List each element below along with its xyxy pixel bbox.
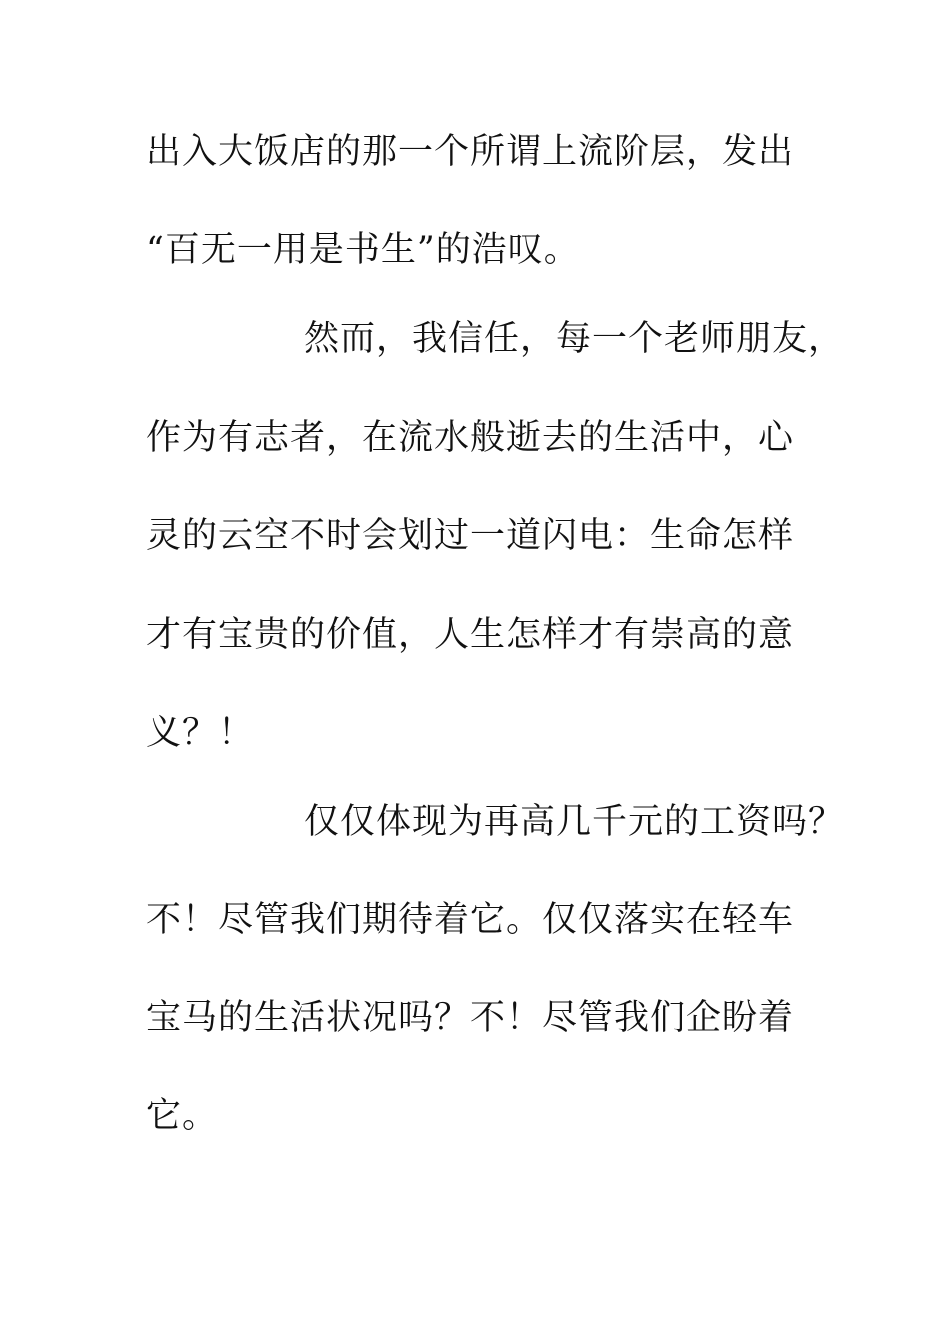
paragraph-start-line: 然而，我信任，每一个老师朋友， bbox=[304, 319, 845, 359]
text-line: 它。 bbox=[146, 1096, 219, 1136]
text-line: 才有宝贵的价值，人生怎样才有崇高的意 bbox=[146, 615, 795, 655]
text-line: 义？！ bbox=[146, 713, 255, 753]
text-line: 作为有志者，在流水般逝去的生活中，心 bbox=[146, 418, 795, 458]
text-line: 出入大饭店的那一个所谓上流阶层，发出 bbox=[146, 132, 795, 172]
text-line: 宝马的生活状况吗？不！尽管我们企盼着 bbox=[146, 998, 795, 1038]
paragraph-start-line: 仅仅体现为再高几千元的工资吗？ bbox=[304, 802, 845, 842]
text-line: 灵的云空不时会划过一道闪电：生命怎样 bbox=[146, 516, 795, 556]
text-line: “百无一用是书生”的浩叹。 bbox=[146, 230, 580, 270]
text-line: 不！尽管我们期待着它。仅仅落实在轻车 bbox=[146, 900, 795, 940]
